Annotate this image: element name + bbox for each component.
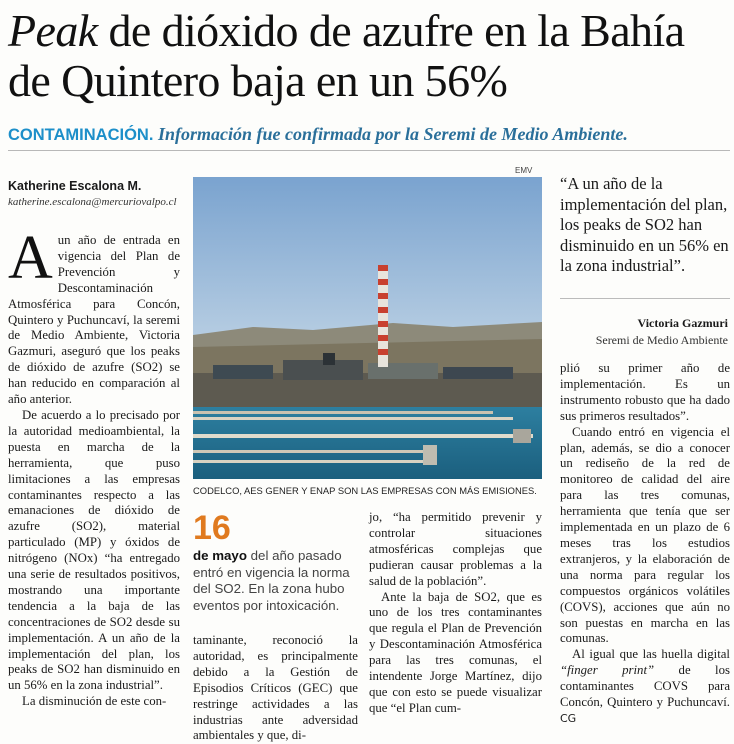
column-4 [560,361,730,727]
headline-text: de dióxido de azufre en la Bahía de Quintero baja en un 56% [8,5,685,106]
quote-author: Victoria Gazmuri [637,316,728,330]
headline-italic-word: Peak [8,5,98,56]
paragraph: Ante la baja de SO2, que es uno de los tres contaminantes que regula el Plan de Prevención y Descontaminación Atmosférica para las tres comunas, el intendente Jorge Martínez, dijo que con esto se puede visualizar que “el Plan cum- [369,589,542,715]
byline-author: Katherine Escalona M. [8,179,142,193]
column-3 [369,510,542,717]
fact-box [193,509,358,614]
smokestack [378,265,388,367]
text: Al igual que las huella digital [572,647,730,662]
paragraph: plió su primer año de implementación. Es un instrumento robusto que ha dado sus primeros resultados”. [560,361,730,423]
photo-credit: EMV [515,166,533,175]
industrial-bay-photo [193,177,542,479]
paragraph: un año de entrada en vigencia del Plan de Prevención y Descontaminación Atmosférica para Concón, Quintero y Puchuncaví, la seremi de Medio Ambiente, Victoria Gazmuri, aseguró que los peaks de dióxido de azufre (SO2) se han reducido en comparación al año anterior. [8,233,180,407]
section-label: CONTAMINACIÓN. [8,126,154,144]
fact-text: del año pasado entró en vigencia la norma del SO2. En la zona hubo eventos por intoxicación. [193,548,350,613]
photo-caption: CODELCO, AES GENER Y ENAP SON LAS EMPRESAS CON MÁS EMISIONES. [193,485,537,496]
text: “finger print” [560,663,655,678]
kicker [8,124,730,145]
paragraph [560,647,730,727]
paragraph: taminante, reconoció la autoridad, es principalmente debido a la Gestión de Episodios Críticos (GEC) que restringe actividades a las industrias ante adversidad ambientales y que, di- [193,633,358,743]
drop-cap: A [8,224,53,292]
byline-email[interactable]: katherine.escalona@mercuriovalpo.cl [8,196,177,208]
paragraph: Cuando entró en vigencia el plan, además, se dio a conocer un rediseño de la red de monitoreo de calidad del aire para las tres comunas, herramienta que tenía que ser implementada en un plazo de 6 meses tras los estudios extranjeros, y la elaboración de una norma para regular los compuestos orgánicos volátiles (COVS), acciones que aún no son puestas en marcha en las comunas. [560,424,730,646]
news-photo [193,177,542,479]
divider [8,150,730,151]
quote-author-role: Seremi de Medio Ambiente [595,333,728,347]
end-mark-icon: CG [560,711,577,725]
fact-bold: de mayo [193,548,247,563]
pull-quote: “A un año de la implementación del plan, los peaks de SO2 han disminuido en un 56% en la zona industrial”. [560,174,729,275]
subtitle: Información fue confirmada por la Seremi de Medio Ambiente. [158,124,628,144]
paragraph: La disminución de este con- [22,694,167,709]
fact-number: 16 [193,509,231,547]
column-1 [8,224,180,710]
column-2 [193,633,358,744]
divider [560,298,730,299]
text: de los contaminantes COVS para Concón, Quintero y Puchuncaví. [560,663,730,710]
paragraph: De acuerdo a lo precisado por la autoridad medioambiental, la puesta en marcha de la herramienta, que puso limitaciones a las empresas contaminantes respecto a las emanaciones de dióxido de azufre (SO2), material particulado (MP) y óxidos de nitrógeno (NOx) “ha entregado una serie de resultados positivos, mostrando una importante tendencia a la baja de las concentraciones de SO2 desde su implementación. A un año de la implementación del plan, los peaks de SO2 han disminuido en un 56% en la zona industrial”. [8,407,180,693]
headline [8,6,728,106]
paragraph: jo, “ha permitido prevenir y controlar situaciones atmosféricas complejas que pudieran causar problemas a la salud de la población”. [369,510,542,588]
